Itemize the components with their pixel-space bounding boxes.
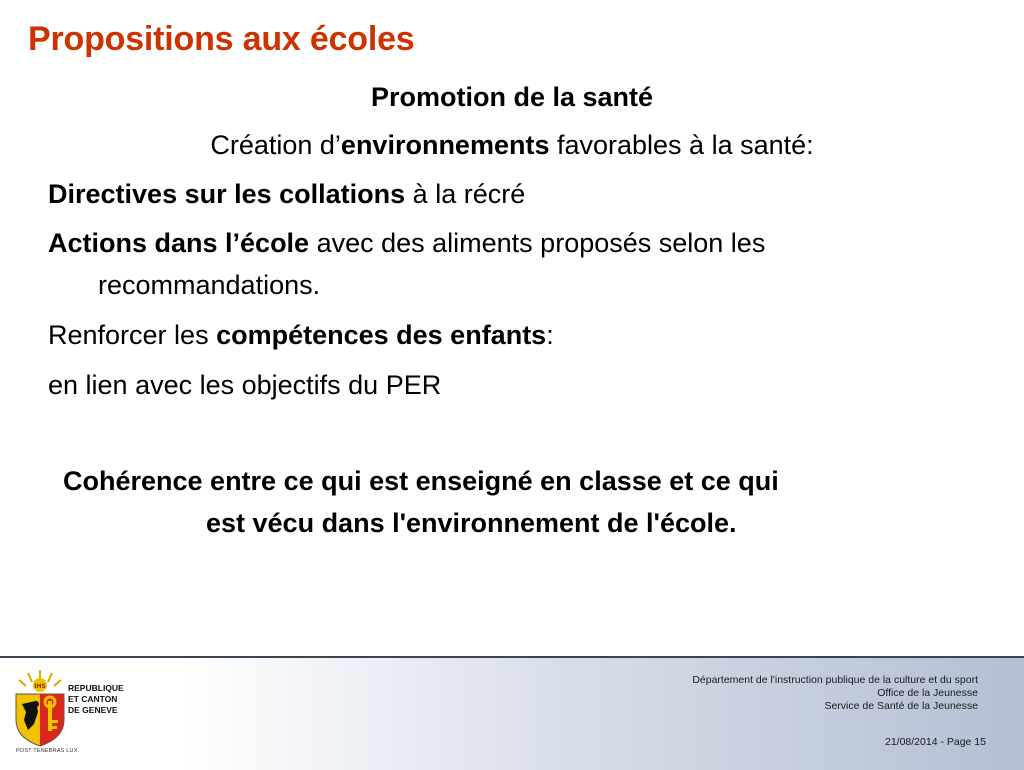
- per-line: en lien avec les objectifs du PER: [48, 370, 442, 400]
- office-name: Office de la Jeunesse: [877, 687, 978, 699]
- logo-wordmark: [68, 683, 124, 716]
- skills-bold: compétences des enfants: [216, 320, 547, 350]
- department-name: Département de l'instruction publique de la culture et du sport: [692, 674, 978, 686]
- snacks-post: à la récré: [405, 179, 526, 209]
- coat-of-arms-icon: [12, 668, 68, 748]
- actions-line-cont: recommandations.: [98, 270, 321, 300]
- snacks-bold: Directives sur les collations: [48, 179, 406, 209]
- logo-motto: POST TENEBRAS LUX: [16, 748, 78, 754]
- heading-text: Promotion de la santé: [370, 82, 654, 112]
- env-bold: environnements: [340, 130, 550, 160]
- slide-heading: [0, 80, 1024, 114]
- actions-line: [48, 226, 765, 260]
- actions-post: avec des aliments proposés selon les: [309, 228, 766, 258]
- snacks-line: [48, 177, 525, 211]
- date-page-number: 21/08/2014 - Page 15: [884, 736, 986, 748]
- conclusion-line-1: Cohérence entre ce qui est enseigné en classe et ce qui: [63, 466, 779, 496]
- skills-pre: Renforcer les: [48, 320, 217, 350]
- svg-text:IHS: IHS: [34, 683, 46, 690]
- skills-post: :: [546, 320, 554, 350]
- logo-line: DE GENEVE: [68, 705, 118, 715]
- geneva-logo: [10, 666, 124, 754]
- logo-line: REPUBLIQUE: [68, 683, 124, 693]
- conclusion-line-2: est vécu dans l'environnement de l'école.: [206, 508, 737, 538]
- service-name: Service de Santé de la Jeunesse: [824, 700, 978, 712]
- footer: [0, 656, 1024, 770]
- slide-title: Propositions aux écoles: [28, 20, 415, 58]
- actions-bold: Actions dans l’école: [48, 228, 310, 258]
- environments-line: [0, 128, 1024, 162]
- env-post: favorables à la santé:: [549, 130, 814, 160]
- footer-info: [692, 674, 978, 713]
- logo-line: ET CANTON: [68, 694, 118, 704]
- skills-line: [48, 318, 554, 352]
- env-pre: Création d’: [210, 130, 341, 160]
